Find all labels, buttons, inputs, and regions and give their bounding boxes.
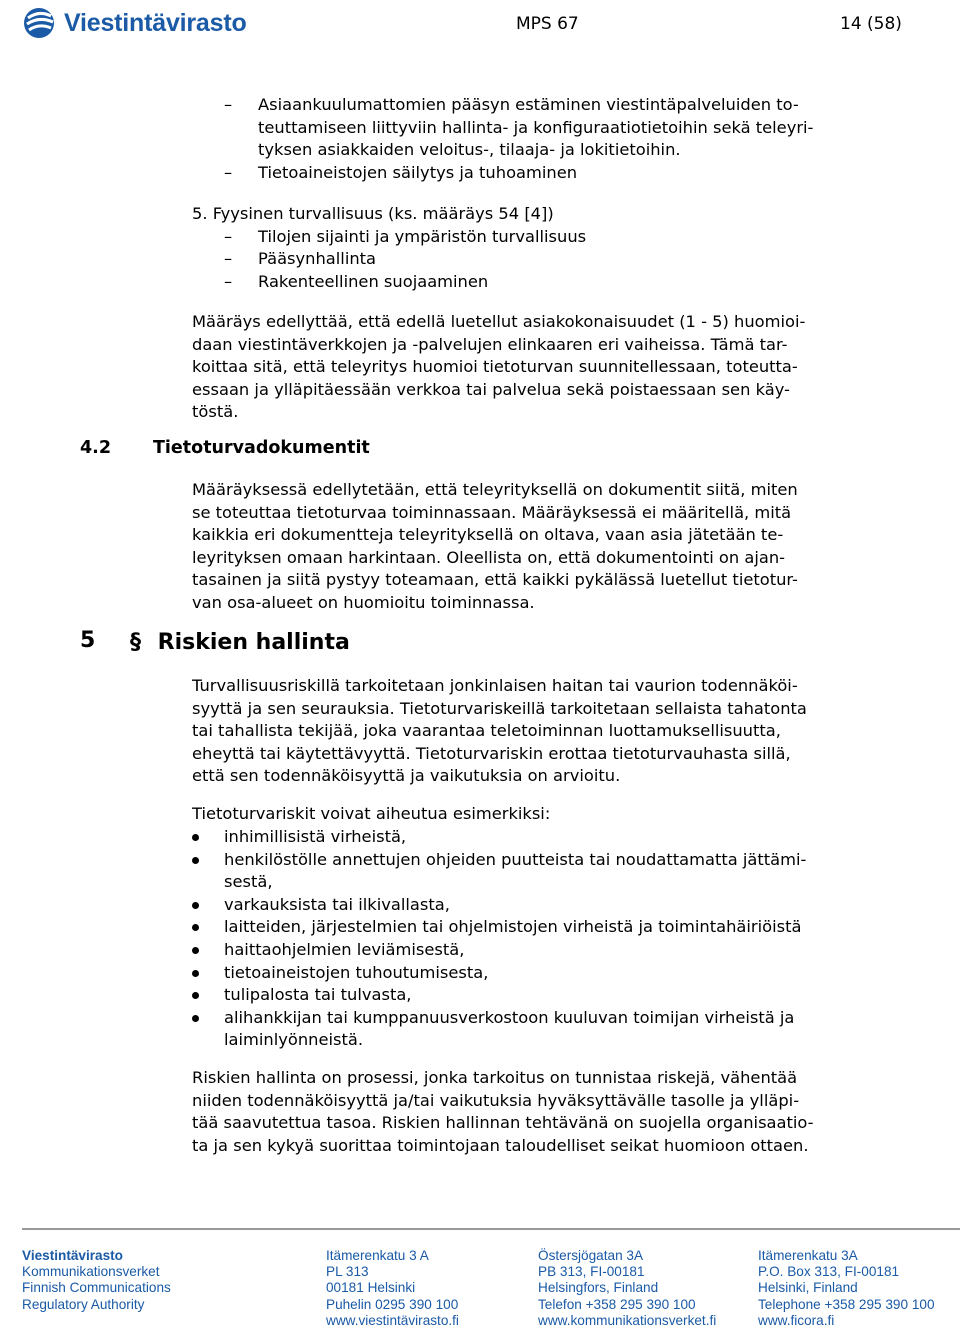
text-line: daan viestintäverkkojen ja -palvelujen elinkaaren eri vaiheissa. Tämä tar-	[192, 334, 788, 354]
list-item-cont: laiminlyönneistä.	[224, 1030, 364, 1050]
footer-line: Puhelin 0295 390 100	[326, 1296, 459, 1312]
list-item: Pääsynhallinta	[258, 249, 377, 269]
footer-website-link[interactable]: www.ficora.fi	[758, 1312, 835, 1328]
logo-text: Viestintävirasto	[64, 8, 247, 37]
text-line: van osa-alueet on huomioitu toiminnassa.	[192, 592, 535, 612]
footer-line: Östersjögatan 3A	[538, 1248, 644, 1263]
footer-line: PB 313, FI-00181	[538, 1264, 645, 1280]
footer-line: Kommunikationsverket	[22, 1264, 160, 1280]
text-line: kaikkia eri dokumentteja teleyrityksellä on oltava, vaan asia jätetään te-	[192, 525, 784, 545]
footer-line: PL 313	[326, 1264, 369, 1280]
page-number: 14 (58)	[840, 14, 902, 34]
list-item: tietoaineistojen tuhoutumisesta,	[224, 962, 489, 982]
footer-agency-name: Viestintävirasto	[22, 1248, 123, 1263]
section-5-paragraph-2	[192, 1067, 814, 1157]
footer-line: Helsinki, Finland	[758, 1280, 858, 1296]
list-item: tulipalosta tai tulvasta,	[224, 985, 412, 1005]
footer-website-link[interactable]: www.kommunikationsverket.fi	[538, 1312, 717, 1328]
text-line: Määräys edellyttää, että edellä luetellut asiakokonaisuudet (1 - 5) huomioi-	[192, 312, 806, 331]
bullet-icon	[192, 924, 199, 931]
footer-line: Telefon +358 295 390 100	[538, 1296, 696, 1312]
footer-col-swedish	[538, 1248, 716, 1329]
list-item-cont: teuttamiseen liittyviin hallinta- ja konfiguraatiotietoihin sekä teleyri-	[258, 117, 814, 137]
bullet-icon	[192, 992, 199, 999]
section-4-2-paragraph	[192, 479, 798, 615]
list-item: Asiaankuulumattomien pääsyn estäminen viestintäpalveluiden to-	[258, 95, 799, 114]
bullet-icon	[192, 947, 199, 954]
text-line: niiden todennäköisyyttä ja/tai vaikutuksia hyväksyttävälle tasolle ja ylläpi-	[192, 1090, 800, 1110]
agency-logo	[22, 6, 247, 40]
logo-emblem-icon	[22, 6, 58, 40]
text-line: töstä.	[192, 402, 239, 422]
section-sign-icon	[130, 628, 146, 654]
footer-line: Itämerenkatu 3A	[758, 1248, 858, 1263]
footer-col-finnish	[326, 1248, 459, 1329]
list-item: Tietoaineistojen säilytys ja tuhoaminen	[258, 162, 578, 182]
list-item: inhimillisistä virheistä,	[224, 827, 407, 846]
text-line: Riskien hallinta on prosessi, jonka tarkoitus on tunnistaa riskejä, vähentää	[192, 1068, 798, 1087]
paragraph-lifecycle	[192, 311, 805, 424]
footer-col-agency	[22, 1248, 171, 1313]
footer-line: Regulatory Authority	[22, 1296, 145, 1312]
svg-text:§: §	[130, 630, 141, 654]
list-item: alihankkijan tai kumppanuusverkostoon kuuluvan toimijan virheistä ja	[224, 1007, 795, 1027]
list-item: henkilöstölle annettujen ohjeiden puutteista tai noudattamatta jättämi-	[224, 849, 807, 869]
section-5-paragraph-1	[192, 675, 807, 788]
text-line: syyttä ja sen seurauksia. Tietoturvariskeillä tarkoitetaan sellaista tahatonta	[192, 698, 807, 718]
footer-line: Itämerenkatu 3 A	[326, 1248, 429, 1263]
text-line: eheyttä tai käytettävyyttä. Tietoturvariskin erottaa tietoturvauhasta sillä,	[192, 743, 791, 763]
risk-bullet-list	[0, 826, 960, 1056]
text-line: tää saavutettua tasoa. Riskien hallinnan tehtävänä on suojella organisaatio-	[192, 1113, 814, 1133]
risk-list-intro: Tietoturvariskit voivat aiheutua esimerkiksi:	[192, 804, 551, 823]
text-line: että sen todennäköisyyttä ja vaikutuksia on arvioitu.	[192, 766, 621, 786]
text-line: leyrityksen omaan harkintaan. Oleellista on, että dokumentointi on ajan-	[192, 547, 786, 567]
list-item: varkauksista tai ilkivallasta,	[224, 894, 450, 914]
list-item-cont: sestä,	[224, 872, 273, 892]
footer-line: P.O. Box 313, FI-00181	[758, 1264, 900, 1280]
list-item: laitteiden, järjestelmien tai ohjelmistojen virheistä ja toimintahäiriöistä	[224, 917, 802, 937]
text-line: tai tahallista tekijää, joka vaarantaa teletoiminnan luottamuksellisuutta,	[192, 721, 781, 741]
footer-line: Helsingfors, Finland	[538, 1280, 659, 1296]
bullet-icon	[192, 834, 199, 841]
text-line: ta ja sen kykyä suorittaa toimintojaan taloudelliset seikat huomioon ottaen.	[192, 1135, 809, 1155]
bullet-icon	[192, 857, 199, 864]
list-item-cont: tyksen asiakkaiden veloitus-, tilaaja- ja lokitietoihin.	[258, 140, 681, 160]
section-5-number: 5	[80, 628, 96, 653]
text-line: se toteuttaa tietoturvaa toiminnassaan. Määräyksessä ei määritellä, mitä	[192, 502, 792, 522]
footer-website-link[interactable]: www.viestintävirasto.fi	[326, 1312, 459, 1328]
footer-col-english	[758, 1248, 935, 1329]
bullet-icon	[192, 1015, 199, 1022]
footer-line: Finnish Communications	[22, 1280, 171, 1296]
text-line: essaan ja ylläpitäessään verkkoa tai palvelua sekä poistaessaan sen käy-	[192, 379, 790, 399]
list-item: Tilojen sijainti ja ympäristön turvallisuus	[258, 226, 587, 246]
footer-divider	[22, 1228, 960, 1230]
text-line: Turvallisuusriskillä tarkoitetaan jonkinlaisen haitan tai vaurion todennäköi-	[192, 676, 798, 695]
item-5-title: 5. Fyysinen turvallisuus (ks. määräys 54 [4])	[192, 204, 554, 223]
section-5-title-text: Riskien hallinta	[157, 630, 350, 655]
section-4-2-title: Tietoturvadokumentit	[153, 438, 370, 458]
footer-line: 00181 Helsinki	[326, 1280, 416, 1296]
text-line: Määräyksessä edellytetään, että teleyrityksellä on dokumentit siitä, miten	[192, 480, 798, 499]
section-5-title	[130, 628, 350, 655]
list-item: haittaohjelmien leviämisestä,	[224, 940, 465, 959]
text-line: tasainen ja siitä pystyy toteamaan, että kaikki pykälässä luetellut tietotur-	[192, 570, 798, 590]
bullet-icon	[192, 902, 199, 909]
bullet-icon	[192, 970, 199, 977]
text-line: koittaa sitä, että teleyritys huomioi tietoturvan suunnitellessaan, toteutta-	[192, 357, 798, 377]
list-item: Rakenteellinen suojaaminen	[258, 271, 489, 291]
section-4-2-number: 4.2	[80, 438, 112, 458]
document-id: MPS 67	[516, 14, 579, 34]
footer-line: Telephone +358 295 390 100	[758, 1296, 935, 1312]
